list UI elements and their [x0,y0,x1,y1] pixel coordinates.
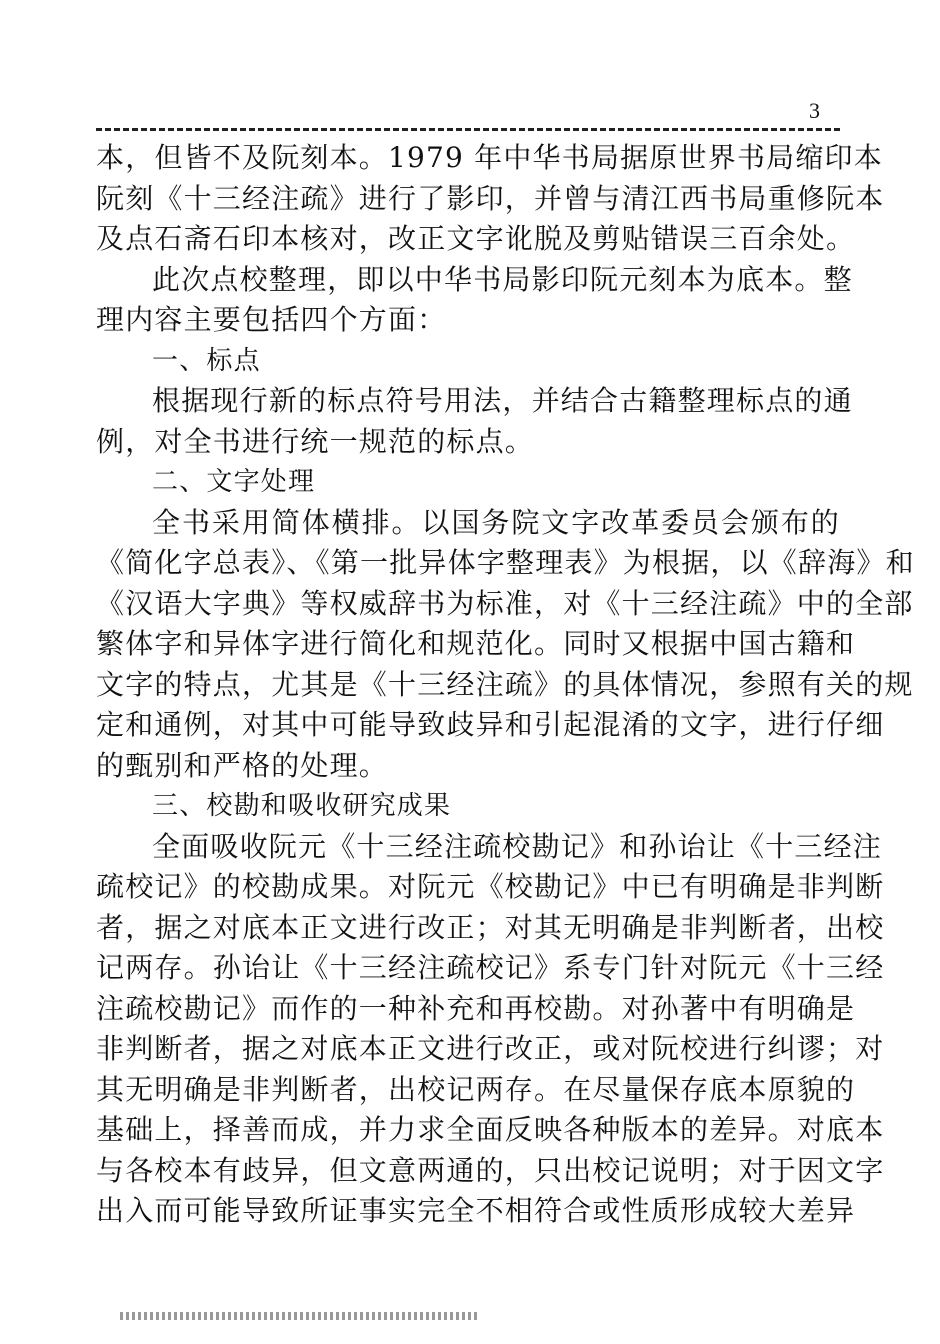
page-number: 3 [809,98,820,123]
body-text [96,138,915,1232]
text-line: 疏校记》的校勘成果。对阮元《校勘记》中已有明确是非判断 [96,870,885,903]
text-line: 阮刻《十三经注疏》进行了影印，并曾与清江西书局重修阮本 [96,181,885,215]
text-line: 本，但皆不及阮刻本。1979 年中华书局据原世界书局缩印本 [96,141,883,174]
text-line: 其无明确是非判断者，出校记两存。在尽量保存底本原貌的 [96,1072,856,1106]
text-line: 全书采用简体横排。以国务院文字改革委员会颁布的 [152,505,840,539]
text-line: 与各校本有歧异，但文意两通的，只出校记说明；对于因文字 [96,1153,885,1187]
text-line: 繁体字和异体字进行简化和规范化。同时又根据中国古籍和 [96,627,856,660]
text-line: 的甄别和严格的处理。 [96,748,389,782]
text-line: 出入而可能导致所证事实完全不相符合或性质形成较大差异 [96,1194,856,1227]
section-heading: 一、标点 [152,345,261,376]
text-line: 定和通例，对其中可能导致歧异和引起混淆的文字，进行仔细 [96,708,885,741]
text-line: 者，据之对底本正文进行改正；对其无明确是非判断者，出校 [96,910,885,944]
text-line: 记两存。孙诒让《十三经注疏校记》系专门针对阮元《十三经 [96,951,885,984]
text-line: 非判断者，据之对底本正文进行改正，或对阮校进行纠谬；对 [96,1032,885,1065]
text-line: 此次点校整理，即以中华书局影印阮元刻本为底本。整 [152,262,853,296]
text-line: 《汉语大字典》等权威辞书为标准，对《十三经注疏》中的全部 [96,586,914,620]
header-rule [96,128,840,131]
text-line: 《简化字总表》、《第一批异体字整理表》为根据，以《辞海》和 [96,546,915,579]
text-line: 及点石斋石印本核对，改正文字讹脱及剪贴错误三百余处。 [96,222,856,255]
text-line: 理内容主要包括四个方面： [96,303,447,336]
text-line: 例，对全书进行统一规范的标点。 [96,424,535,458]
section-heading: 二、文字处理 [152,467,316,497]
section-heading: 三、校勘和吸收研究成果 [152,791,452,821]
text-line: 基础上，择善而成，并力求全面反映各种版本的差异。对底本 [96,1113,885,1146]
text-line: 注疏校勘记》而作的一种补充和再校勘。对孙著中有明确是 [96,991,856,1025]
footer-scan-artifact [120,1312,480,1320]
text-line: 根据现行新的标点符号用法，并结合古籍整理标点的通 [152,384,853,417]
text-line: 全面吸收阮元《十三经注疏校勘记》和孙诒让《十三经注 [152,829,883,863]
text-line: 文字的特点，尤其是《十三经注疏》的具体情况，参照有关的规 [96,667,914,701]
